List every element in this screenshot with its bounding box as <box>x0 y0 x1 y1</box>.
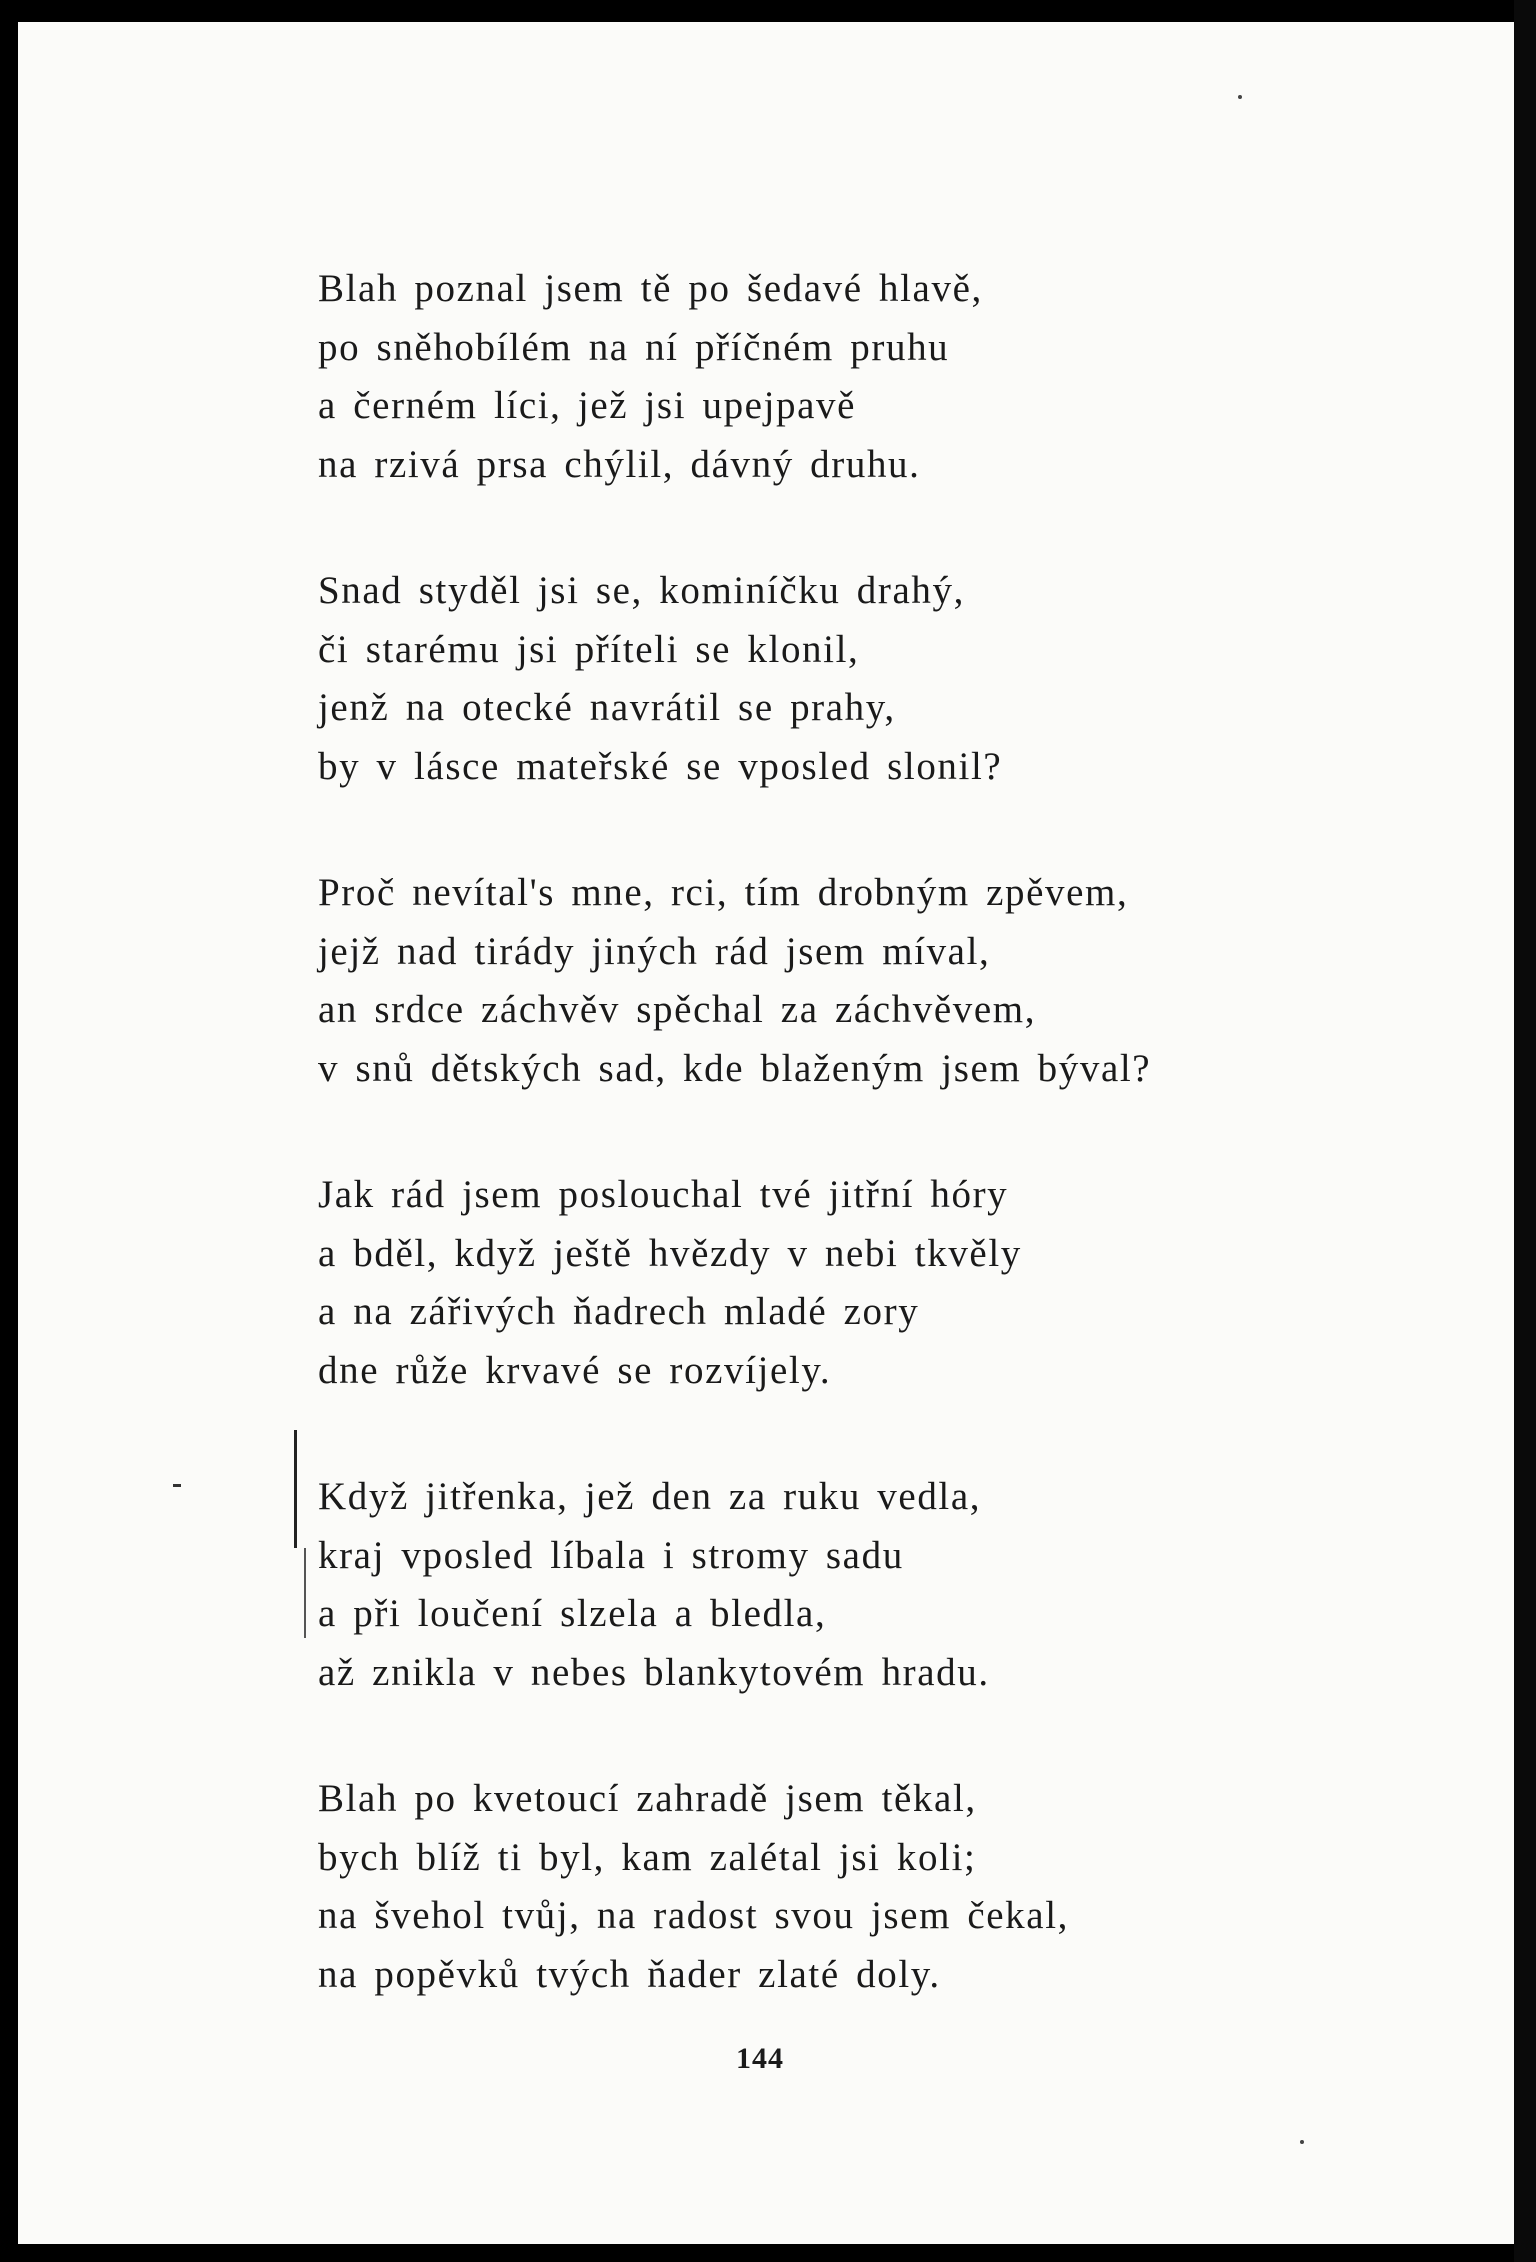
verse-line: v snů dětských sad, kde blaženým jsem býval? <box>318 1046 1152 1090</box>
margin-pencil-mark <box>304 1548 306 1638</box>
verse-line: a na zářivých ňadrech mladé zory <box>318 1290 920 1333</box>
verse-line: a černém líci, jež jsi upejpavě <box>318 384 857 427</box>
page-number: 144 <box>736 2042 784 2075</box>
verse-line: Jak rád jsem poslouchal tvé jitřní hóry <box>318 1173 1009 1216</box>
verse-line: jejž nad tirády jiných rád jsem míval, <box>318 929 991 973</box>
verse-line: by v lásce mateřské se vposled slonil? <box>318 744 1003 788</box>
verse-line: Když jitřenka, jež den za ruku vedla, <box>318 1475 982 1518</box>
stanza <box>318 1770 1318 2004</box>
verse-line: na švehol tvůj, na radost svou jsem čekal, <box>318 1894 1069 1937</box>
stanza <box>318 562 1318 796</box>
scan-edge <box>1514 0 1536 2262</box>
verse-line: na rzivá prsa chýlil, dávný druhu. <box>318 442 921 486</box>
verse-line: až znikla v nebes blankytovém hradu. <box>318 1650 990 1694</box>
scan-speck <box>1238 95 1242 99</box>
verse-line: kraj vposled líbala i stromy sadu <box>318 1533 904 1577</box>
stanza <box>318 1166 1318 1400</box>
verse-line: bych blíž ti byl, kam zalétal jsi koli; <box>318 1835 977 1879</box>
verse-line: jenž na otecké navrátil se prahy, <box>318 686 896 729</box>
margin-dash-mark <box>173 1484 181 1487</box>
verse-line: an srdce záchvěv spěchal za záchvěvem, <box>318 988 1037 1031</box>
stanza <box>318 864 1318 1098</box>
verse-line: dne růže krvavé se rozvíjely. <box>318 1348 832 1392</box>
poem <box>318 260 1318 2072</box>
verse-line: a při loučení slzela a bledla, <box>318 1592 827 1635</box>
verse-line: či starému jsi příteli se klonil, <box>318 627 860 671</box>
verse-line: Blah po kvetoucí zahradě jsem těkal, <box>318 1777 977 1820</box>
verse-line: po sněhobílém na ní příčném pruhu <box>318 325 950 369</box>
margin-pencil-mark <box>294 1430 297 1548</box>
verse-line: Proč nevítal's mne, rci, tím drobným zpěvem, <box>318 871 1129 914</box>
verse-line: a bděl, když ještě hvězdy v nebi tkvěly <box>318 1231 1022 1275</box>
stanza <box>318 1468 1318 1702</box>
verse-line: Blah poznal jsem tě po šedavé hlavě, <box>318 267 983 310</box>
stanza <box>318 260 1318 494</box>
verse-line: Snad styděl jsi se, kominíčku drahý, <box>318 569 965 612</box>
scan-speck <box>1300 2140 1304 2144</box>
verse-line: na popěvků tvých ňader zlaté doly. <box>318 1952 941 1996</box>
